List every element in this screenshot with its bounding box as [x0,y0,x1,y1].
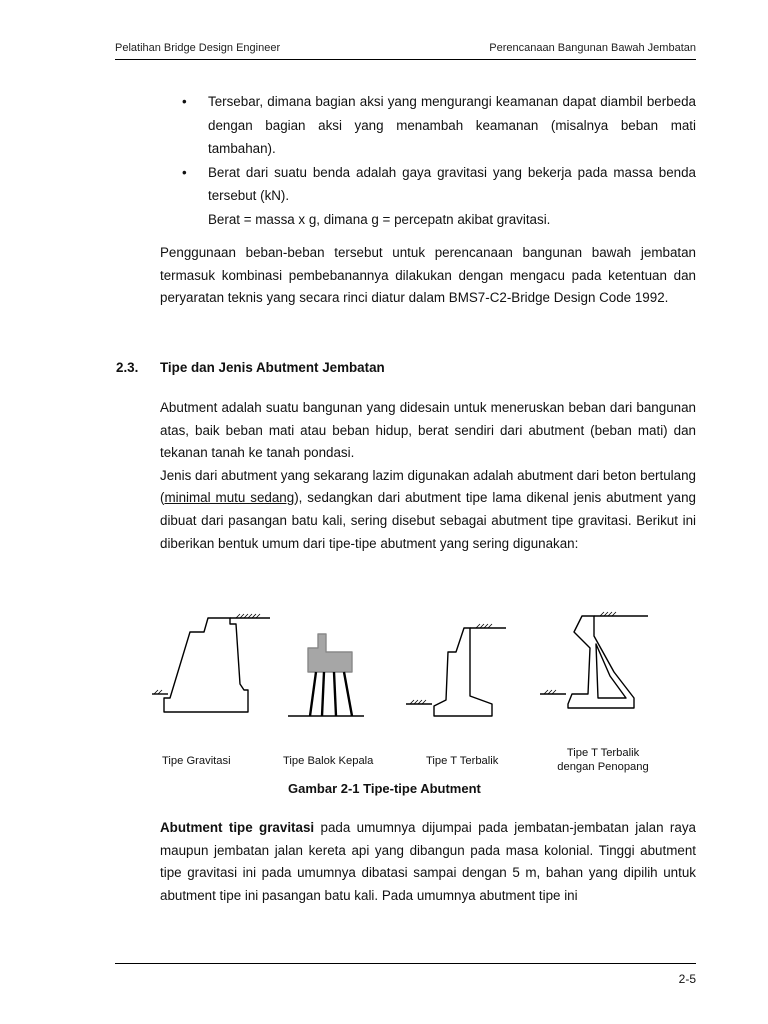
section-number: 2.3. [116,360,139,375]
bullet-symbol: • [182,94,187,109]
running-header-left: Pelatihan Bridge Design Engineer [115,42,281,54]
paragraph-load-usage: Penggunaan beban-beban tersebut untuk perencanaan bangunan bawah jembatan termasuk kombinasi pembebanannya dilakukan dengan mengacu pada ketentuan dan peryaratan teknis yang secara rinci diatur dalam BMS7-C2-Bridge Design Code 1992. [160,245,696,306]
running-header-right: Perencanaan Bangunan Bawah Jembatan [489,42,696,54]
paragraph-abutment-definition [160,397,696,555]
figure-label-counterfort-line1: Tipe T Terbalik [566,747,640,759]
footer-rule [115,963,696,964]
figure-label-gravity: Tipe Gravitasi [162,755,231,767]
counterfort-abutment-drawing [540,612,648,708]
header-rule [115,59,696,60]
figure-label-pile-cap: Tipe Balok Kepala [283,755,374,767]
abutment-definition-text: Abutment adalah suatu bangunan yang didesain untuk meneruskan beban dari bangunan atas, baik beban mati atau beban hidup, berat sendiri dari abutment (beban mati) dan tekanan tanah ke tanah pondasi. [160,400,696,461]
figure-label-counterfort [548,746,658,774]
figure-label-counterfort-line2: dengan Penopang [557,761,649,773]
abutment-types-before: Jenis dari abutment yang sekarang lazim digunakan adalah abutment dari beton bertulang ( [160,467,696,506]
bullet-text: Berat dari suatu benda adalah gaya gravitasi yang bekerja pada massa benda tersebut (kN). [208,164,696,204]
abutment-types-underlined: minimal mutu sedang [164,490,295,506]
gravity-abutment-drawing [152,614,270,712]
section-title: Tipe dan Jenis Abutment Jembatan [160,360,385,375]
gravity-abutment-text: pada umumnya dijumpai pada jembatan-jembatan jalan raya maupun jembatan jalan kereta api yang dibangun pada masa kolonial. Tinggi abutment tipe gravitasi ini pada umumnya dibatasi sampai dengan 5 m, bahan yang dipilih untuk abutment tipe ini pasangan batu kali. Pada umumnya abutment tipe ini [160,820,696,903]
inverted-t-abutment-drawing [406,624,506,716]
figure-caption: Gambar 2-1 Tipe-tipe Abutment [288,781,481,796]
bullet-formula: Berat = massa x g, dimana g = percepatn akibat gravitasi. [208,211,551,227]
gravity-abutment-term: Abutment tipe gravitasi [160,820,315,835]
bullet-item [180,90,696,161]
bullet-text: Tersebar, dimana bagian aksi yang mengurangi keamanan dapat diambil berbeda dengan bagian aksi yang menambah keamanan (misalnya beban mati tambahan). [208,94,696,157]
bullet-list [180,90,696,232]
abutment-types-after: ), sedangkan dari abutment tipe lama dikenal jenis abutment yang dibuat dari pasangan batu kali, sering disebut sebagai abutment tipe gravitasi. Berikut ini diberikan bentuk umum dari tipe-tipe abutment yang sering digunakan: [160,490,696,551]
pile-cap-abutment-drawing [288,634,364,716]
figure-label-inverted-t: Tipe T Terbalik [426,755,499,767]
bullet-item [180,161,696,232]
bullet-symbol: • [182,164,187,180]
page-number: 2-5 [678,972,696,986]
abutment-types-figure [148,600,658,724]
paragraph-gravity-abutment [160,817,696,907]
